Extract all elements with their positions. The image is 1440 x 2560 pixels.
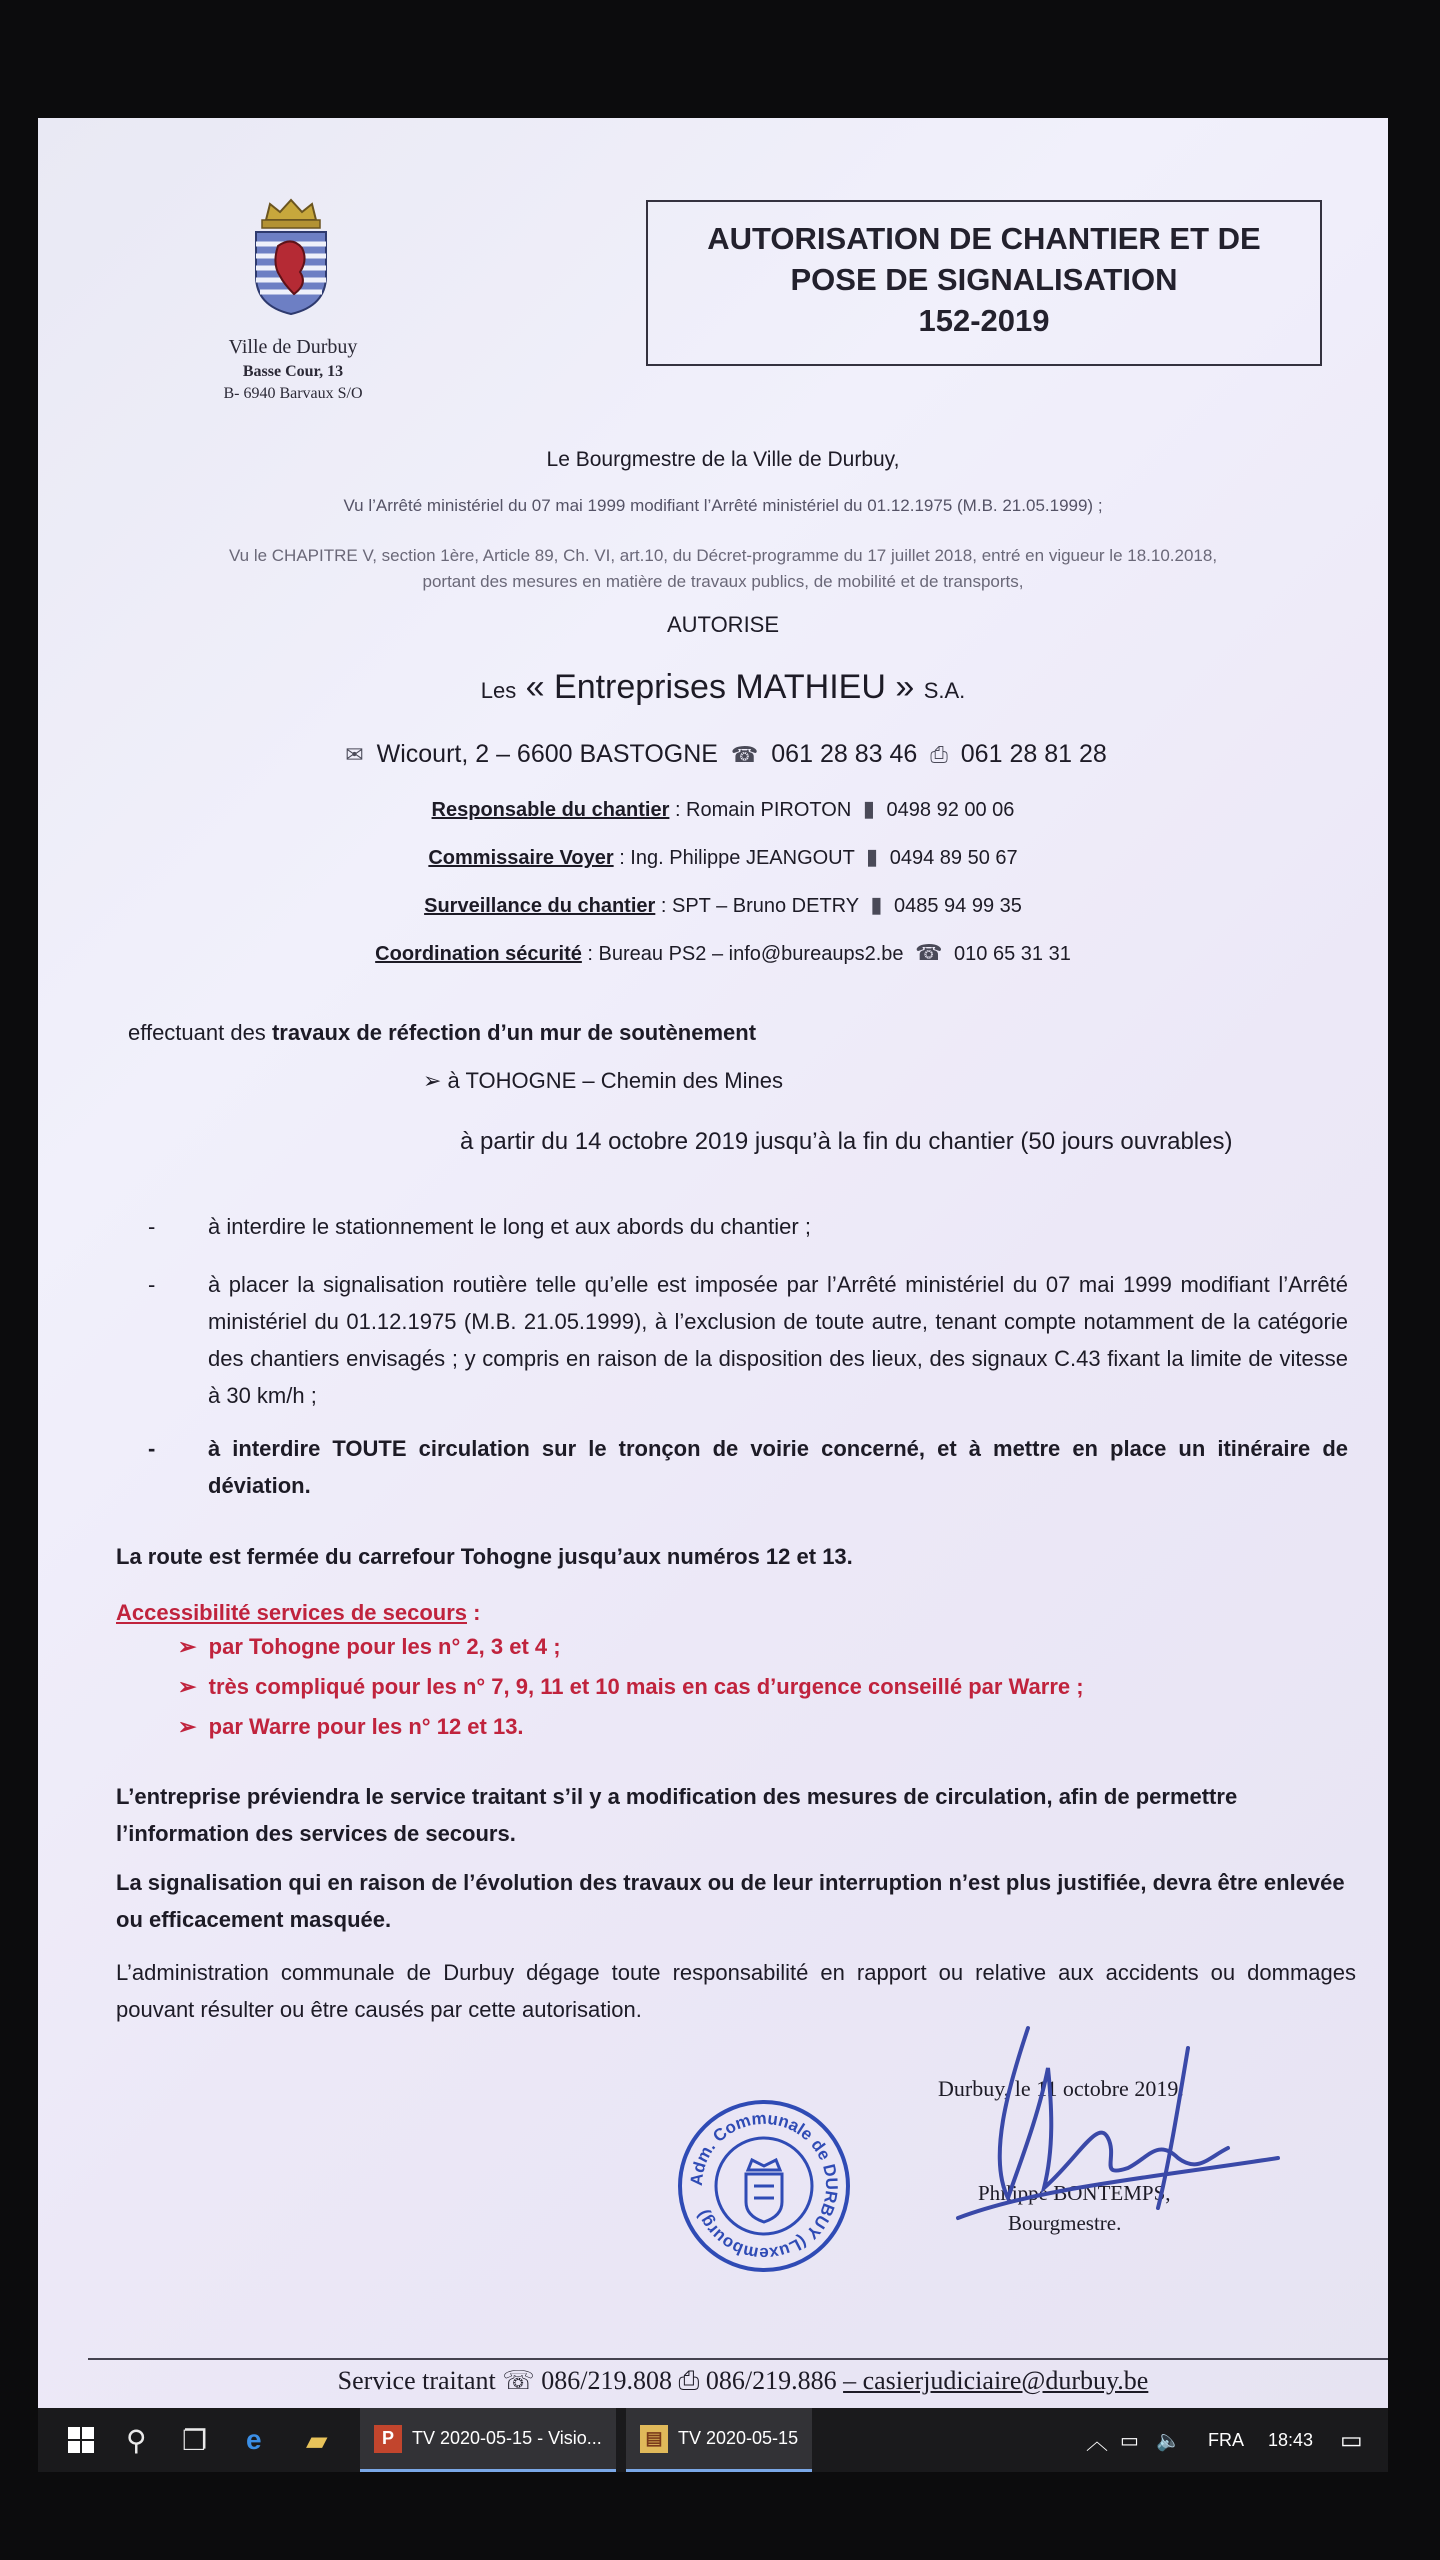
contact-number: 0494 89 50 67 bbox=[889, 847, 1018, 869]
city-address-street: Basse Cour, 13 bbox=[242, 363, 344, 380]
telephone-icon: ☎ bbox=[730, 742, 759, 767]
arrow-bullet-icon: ➢ bbox=[423, 1068, 448, 1093]
document-screen bbox=[38, 118, 1388, 2418]
fax-icon: ⎙ bbox=[930, 742, 948, 767]
task-label: TV 2020-05-15 - Visio... bbox=[412, 2428, 602, 2448]
notice-signage-removal: La signalisation qui en raison de l’évolution des travaux ou de leur interruption n’est plus justifiée, devra être enlevée ou efficacement masquée. bbox=[116, 1870, 1345, 1932]
measure-text: à interdire TOUTE circulation sur le tronçon de voirie concerné, et à mettre en place un itinéraire de déviation. bbox=[208, 1436, 1348, 1498]
footer-phone: 086/219.808 bbox=[541, 2366, 673, 2395]
arrow-bullet-icon: ➢ bbox=[178, 1634, 209, 1659]
emergency-item-text: très compliqué pour les n° 7, 9, 11 et 10 mais en cas d’urgence conseillé par Warre ; bbox=[208, 1674, 1084, 1699]
contact-number: 0485 94 99 35 bbox=[893, 895, 1022, 917]
file-explorer-icon[interactable]: ▰ bbox=[306, 2424, 328, 2456]
contact-site-manager bbox=[68, 796, 1378, 822]
dash-bullet: - bbox=[148, 1436, 156, 1461]
measure-item bbox=[148, 1430, 1348, 1504]
volume-icon[interactable]: 🔈 bbox=[1156, 2429, 1181, 2452]
contact-safety-coordination bbox=[68, 940, 1378, 966]
document-title-box bbox=[646, 200, 1322, 366]
search-icon[interactable]: ⚲ bbox=[126, 2424, 147, 2456]
durbuy-crest-icon bbox=[248, 198, 334, 316]
contact-number: 010 65 31 31 bbox=[954, 943, 1071, 965]
task-view-icon[interactable]: ❐ bbox=[182, 2424, 208, 2456]
emergency-item-text: par Tohogne pour les n° 2, 3 et 4 ; bbox=[208, 1634, 561, 1659]
company-name: « Entreprises MATHIEU » bbox=[525, 668, 915, 706]
arrow-bullet-icon: ➢ bbox=[178, 1674, 209, 1699]
contact-site-surveillance bbox=[68, 892, 1378, 918]
legal-reference-2 bbox=[68, 543, 1378, 595]
works-location bbox=[423, 1068, 783, 1094]
contact-person: : SPT – Bruno DETRY bbox=[655, 895, 859, 917]
taskbar-task-document[interactable] bbox=[626, 2408, 812, 2472]
company-name-line bbox=[68, 668, 1378, 707]
legal-reference-2-line1: Vu le CHAPITRE V, section 1ère, Article 89, Ch. VI, art.10, du Décret-programme du 17 juillet 2018, entré en vigueur le 18.10.2018, bbox=[228, 546, 1218, 565]
battery-icon[interactable]: ▭ bbox=[1120, 2429, 1139, 2452]
liability-disclaimer: L’administration communale de Durbuy dégage toute responsabilité en rapport ou relative aux accidents ou dommages pouvant résulter ou être causés par cette autorisation. bbox=[116, 1960, 1356, 2022]
contact-road-commissioner bbox=[68, 844, 1378, 870]
works-intro-text: effectuant des bbox=[128, 1020, 272, 1045]
emergency-heading-line bbox=[116, 1594, 1336, 1631]
company-suffix: S.A. bbox=[923, 678, 966, 703]
place-and-date: Durbuy, le 11 octobre 2019. bbox=[938, 2076, 1184, 2101]
contact-person: : Ing. Philippe JEANGOUT bbox=[613, 847, 855, 869]
emergency-heading-suffix: : bbox=[467, 1600, 481, 1625]
contact-number: 0498 92 00 06 bbox=[886, 799, 1015, 821]
measure-item bbox=[148, 1208, 1348, 1245]
mobile-phone-icon: ▮ bbox=[862, 796, 875, 821]
footer-email: – casierjudiciaire@durbuy.be bbox=[843, 2366, 1149, 2395]
telephone-icon: ☎ bbox=[915, 940, 943, 965]
contact-role: Surveillance du chantier bbox=[424, 895, 656, 917]
taskbar-task-powerpoint[interactable] bbox=[360, 2408, 616, 2472]
authority-line: Le Bourgmestre de la Ville de Durbuy, bbox=[546, 448, 900, 471]
emergency-heading: Accessibilité services de secours bbox=[116, 1600, 467, 1625]
contact-role: Coordination sécurité bbox=[375, 943, 582, 965]
notice-traffic-changes: L’entreprise préviendra le service traitant s’il y a modification des mesures de circulation, afin de permettre l’information des services de secours. bbox=[116, 1784, 1238, 1846]
company-prefix: Les bbox=[480, 678, 517, 703]
contact-person: : Romain PIROTON bbox=[669, 799, 852, 821]
works-description: travaux de réfection d’un mur de soutènement bbox=[271, 1020, 757, 1045]
dash-bullet: - bbox=[148, 1272, 156, 1297]
clock[interactable]: 18:43 bbox=[1268, 2429, 1314, 2450]
language-indicator[interactable]: FRA bbox=[1208, 2429, 1244, 2450]
company-fax: 061 28 81 28 bbox=[960, 740, 1107, 768]
start-button[interactable] bbox=[68, 2408, 94, 2472]
chevron-up-icon[interactable]: ︿ bbox=[1086, 2428, 1109, 2454]
works-period: à partir du 14 octobre 2019 jusqu’à la fin du chantier (50 jours ouvrables) bbox=[460, 1128, 1233, 1155]
authorise-heading: AUTORISE bbox=[666, 612, 780, 637]
powerpoint-icon: P bbox=[374, 2425, 402, 2453]
handwritten-signature bbox=[948, 2008, 1288, 2228]
signatory-title: Bourgmestre. bbox=[1008, 2211, 1122, 2235]
arrow-bullet-icon: ➢ bbox=[178, 1714, 209, 1739]
contact-role: Commissaire Voyer bbox=[428, 847, 614, 869]
contact-role: Responsable du chantier bbox=[431, 799, 670, 821]
city-header bbox=[168, 336, 418, 403]
notifications-icon[interactable]: ▭ bbox=[1340, 2426, 1363, 2454]
legal-reference-1: Vu l’Arrêté ministériel du 07 mai 1999 modifiant l’Arrêté ministériel du 01.12.1975 (M.B. 21.05.1999) ; bbox=[343, 496, 1103, 515]
windows-taskbar bbox=[38, 2408, 1388, 2472]
municipal-stamp bbox=[676, 2098, 852, 2274]
works-location-text: à TOHOGNE – Chemin des Mines bbox=[447, 1068, 783, 1093]
mobile-phone-icon: ▮ bbox=[866, 844, 879, 869]
measure-text: à interdire le stationnement le long et aux abords du chantier ; bbox=[208, 1214, 811, 1239]
city-name: Ville de Durbuy bbox=[228, 336, 358, 358]
dash-bullet: - bbox=[148, 1214, 156, 1239]
telephone-icon: ☏ bbox=[502, 2366, 542, 2395]
windows-logo-icon bbox=[68, 2427, 94, 2453]
envelope-icon: ✉ bbox=[345, 742, 364, 767]
title-line-1: AUTORISATION DE CHANTIER ET DE bbox=[707, 221, 1261, 256]
document-viewer-icon: ▤ bbox=[640, 2425, 668, 2453]
measure-text: à placer la signalisation routière telle qu’elle est imposée par l’Arrêté ministériel du 07 mai 1999 modifiant l’Arrêté ministériel du 01.12.1975 (M.B. 21.05.1999), à l’exclusion de toute autre, tenant compte notamment de la catégorie des chantiers envisagés ; y compris en raison de la disposition des lieux, des signaux C.43 fixant la limite de vitesse à 30 km/h ; bbox=[208, 1272, 1348, 1408]
document-page bbox=[68, 118, 1378, 2418]
city-address-town: B- 6940 Barvaux S/O bbox=[223, 385, 363, 402]
emergency-item bbox=[178, 1634, 561, 1660]
edge-browser-icon[interactable]: e bbox=[246, 2424, 262, 2455]
signatory-name: Philippe BONTEMPS, bbox=[978, 2181, 1171, 2205]
footer-fax: 086/219.886 bbox=[705, 2366, 837, 2395]
mobile-phone-icon: ▮ bbox=[870, 892, 883, 917]
measure-item bbox=[148, 1266, 1348, 1414]
title-number: 152-2019 bbox=[918, 303, 1050, 338]
works-intro bbox=[128, 1014, 1348, 1051]
fax-icon: ⎙ bbox=[678, 2366, 706, 2395]
road-closure-statement: La route est fermée du carrefour Tohogne jusqu’aux numéros 12 et 13. bbox=[116, 1544, 853, 1569]
task-label: TV 2020-05-15 bbox=[678, 2428, 799, 2448]
document-footer bbox=[88, 2358, 1388, 2397]
company-phone: 061 28 83 46 bbox=[771, 740, 918, 768]
legal-reference-2-line2: portant des mesures en matière de travaux publics, de mobilité et de transports, bbox=[422, 572, 1024, 591]
emergency-item-text: par Warre pour les n° 12 et 13. bbox=[208, 1714, 524, 1739]
company-address-line bbox=[68, 740, 1378, 769]
stamp-text-path: Adm. Communale de DURBUY (Luxembourg) bbox=[686, 2108, 842, 2264]
footer-label: Service traitant bbox=[337, 2366, 496, 2395]
company-address: Wicourt, 2 – 6600 BASTOGNE bbox=[376, 740, 718, 768]
title-line-2: POSE DE SIGNALISATION bbox=[790, 262, 1178, 297]
emergency-item bbox=[178, 1714, 524, 1740]
contact-person: : Bureau PS2 – info@bureaups2.be bbox=[581, 943, 904, 965]
emergency-item bbox=[178, 1674, 1084, 1700]
